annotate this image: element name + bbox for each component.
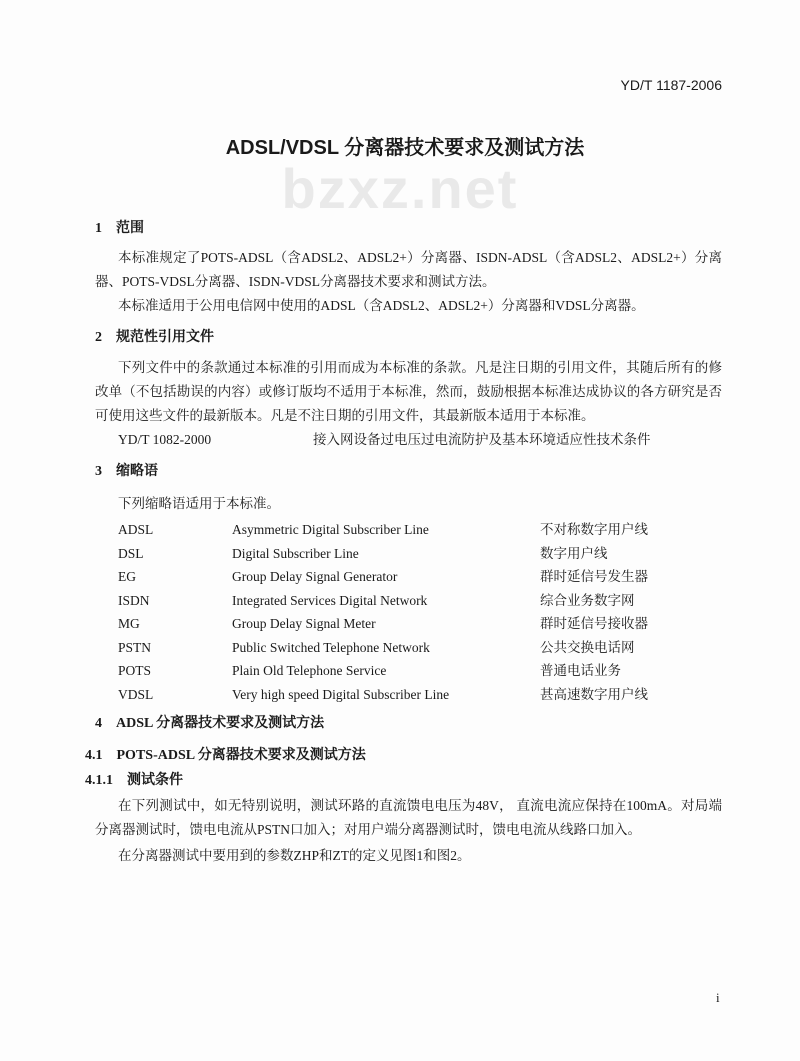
chinese-term: 公共交换电话网	[540, 639, 635, 655]
watermark: bzxz.net	[281, 157, 519, 220]
english-term: Group Delay Signal Meter	[232, 616, 376, 631]
standard-code: YD/T 1187-2006	[620, 77, 722, 93]
chinese-term: 甚高速数字用户线	[540, 686, 648, 702]
abbreviation: ADSL	[118, 522, 154, 537]
english-term: Public Switched Telephone Network	[232, 639, 430, 655]
reference-title: 接入网设备过电压过电流防护及基本环境适应性技术条件	[313, 432, 651, 447]
section-4-heading: 4 ADSL 分离器技术要求及测试方法	[95, 716, 325, 731]
english-term: Plain Old Telephone Service	[232, 663, 387, 678]
abbreviation: VDSL	[118, 686, 154, 702]
chinese-term: 群时延信号接收器	[540, 616, 648, 631]
abbreviation: ISDN	[118, 592, 150, 608]
section-2-heading: 2 规范性引用文件	[95, 330, 214, 345]
english-term: Group Delay Signal Generator	[232, 569, 398, 584]
abbreviation: PSTN	[118, 639, 152, 655]
abbreviation: POTS	[118, 663, 152, 678]
paragraph: 在下列测试中，如无特别说明，测试环路的直流馈电电压为48V， 直流电流应保持在100mA。对局端分离器测试时，馈电电流从PSTN口加入；对用户端分离器测试时，馈电电流从线路口加入。	[95, 798, 722, 837]
chinese-term: 群时延信号发生器	[540, 569, 648, 584]
section-4-1-heading: 4.1 POTS-ADSL 分离器技术要求及测试方法	[85, 748, 366, 763]
paragraph: 下列文件中的条款通过本标准的引用而成为本标准的条款。凡是注日期的引用文件，其随后所有的修改单（不包括勘误的内容）或修订版均不适用于本标准，然而，鼓励根据本标准达成协议的各方研究是否可使用这些文件的最新版本。凡是不注日期的引用文件，其最新版本适用于本标准。	[95, 360, 722, 423]
english-term: Very high speed Digital Subscriber Line	[232, 686, 450, 702]
chinese-term: 不对称数字用户线	[540, 522, 648, 537]
document-title: ADSL/VDSL 分离器技术要求及测试方法	[225, 137, 585, 159]
chinese-term: 综合业务数字网	[540, 592, 635, 608]
abbreviation: EG	[118, 569, 136, 584]
chinese-term: 普通电话业务	[540, 663, 621, 678]
section-1-heading: 1 范围	[95, 221, 144, 236]
chinese-term: 数字用户线	[540, 545, 608, 561]
abbreviation: DSL	[118, 545, 144, 561]
paragraph: 本标准规定了POTS-ADSL（含ADSL2、ADSL2+）分离器、ISDN-ADSL（含ADSL2、ADSL2+）分离器、POTS-VDSL分离器、ISDN-VDSL分离器技术要求和测试方法。	[95, 250, 722, 289]
section-4-1-1-heading: 4.1.1 测试条件	[85, 773, 183, 788]
paragraph: 本标准适用于公用电信网中使用的ADSL（含ADSL2、ADSL2+）分离器和VDSL分离器。	[118, 298, 645, 313]
page-number: i	[716, 990, 720, 1005]
english-term: Integrated Services Digital Network	[232, 592, 428, 608]
english-term: Digital Subscriber Line	[232, 545, 359, 561]
english-term: Asymmetric Digital Subscriber Line	[232, 522, 429, 537]
reference-code: YD/T 1082-2000	[118, 432, 212, 447]
section-3-heading: 3 缩略语	[95, 464, 158, 479]
paragraph: 在分离器测试中要用到的参数ZHP和ZT的定义见图1和图2。	[118, 848, 471, 863]
abbreviations-intro: 下列缩略语适用于本标准。	[118, 496, 280, 511]
abbreviation: MG	[118, 616, 140, 631]
